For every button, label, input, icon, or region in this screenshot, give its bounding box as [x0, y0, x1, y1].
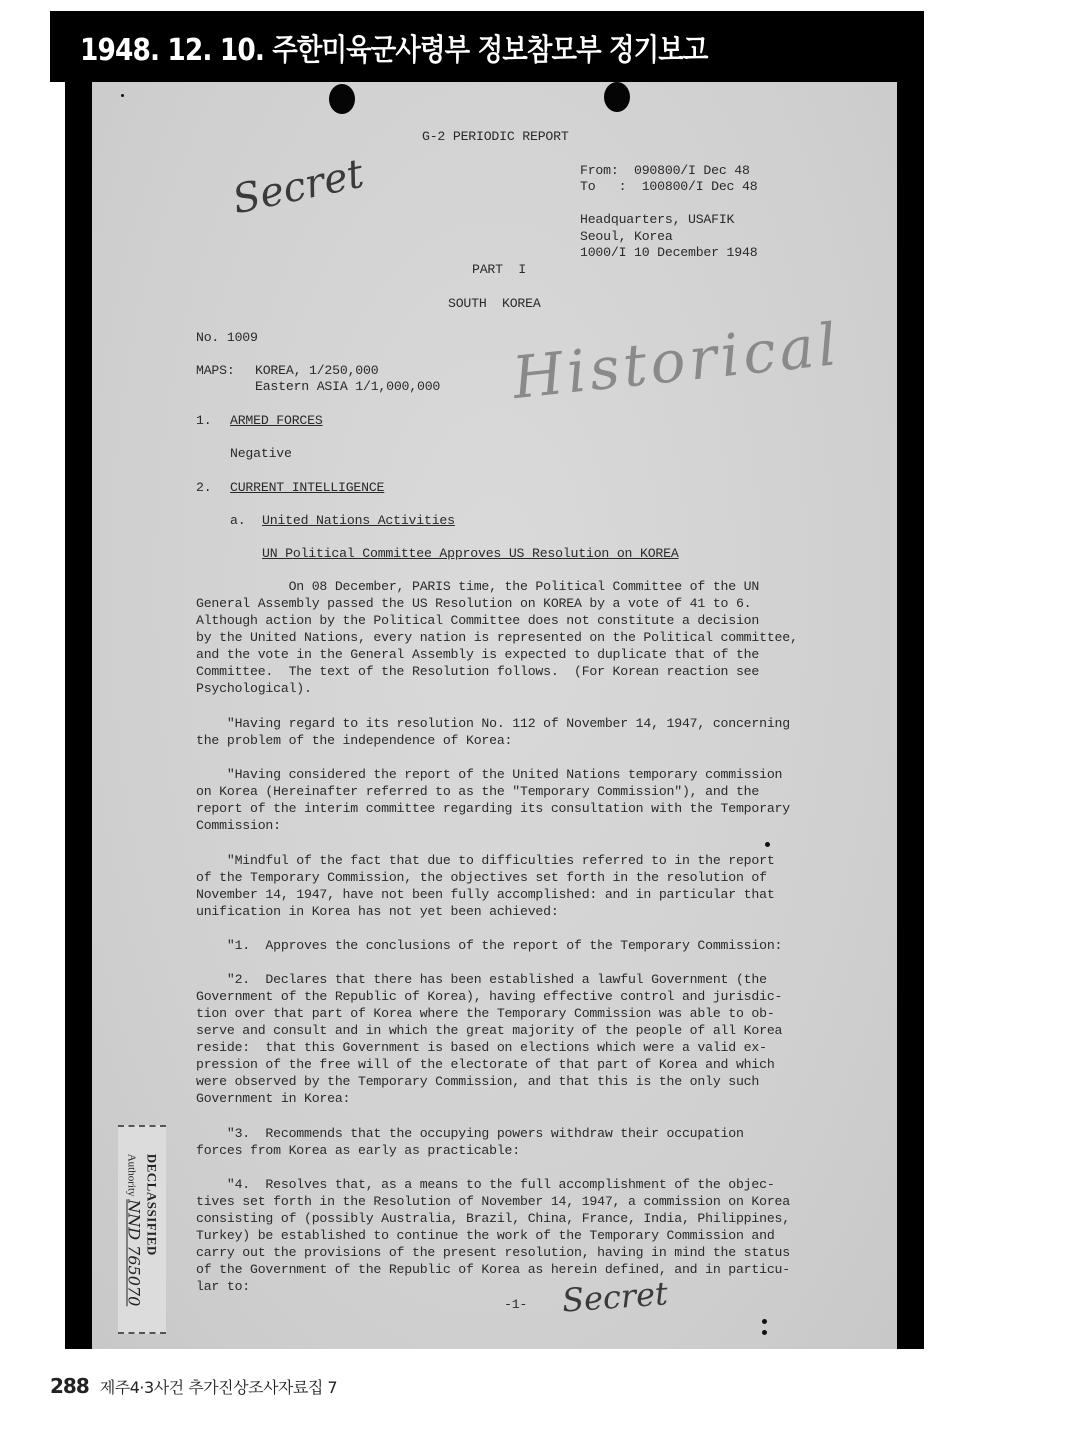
handwritten-secret-top: Secret: [228, 150, 368, 224]
document-paper: [92, 82, 897, 1349]
text-line: forces from Korea as early as practicable:: [196, 1143, 520, 1158]
stamp-authority-label: Authority: [125, 1153, 138, 1197]
text-line: consisting of (possibly Australia, Brazil, China, France, India, Philippines,: [196, 1211, 790, 1226]
text-line: serve and consult and in which the great majority of the people of all Korea: [196, 1023, 783, 1038]
text-line: unification in Korea has not yet been achieved:: [196, 904, 559, 919]
stamp-authority-value: NND 765070: [124, 1198, 144, 1306]
text-line: Turkey) be established to continue the work of the Temporary Commission and: [196, 1228, 775, 1243]
stamp-authority: [125, 1153, 144, 1306]
speck-icon: [762, 1330, 767, 1335]
maps-label: MAPS:: [196, 363, 235, 378]
handwritten-secret-bottom: Secret: [560, 1274, 670, 1320]
text-line: carry out the provisions of the present resolution, having in mind the status: [196, 1245, 790, 1260]
text-line: "Having considered the report of the United Nations temporary commission: [196, 767, 783, 782]
title-bar: [50, 11, 924, 82]
text-line: Government of the Republic of Korea), having effective control and jurisdic-: [196, 989, 783, 1004]
punch-hole-right-icon: [604, 82, 630, 112]
subsection-a-number: a.: [230, 513, 246, 528]
text-line: the problem of the independence of Korea:: [196, 733, 513, 748]
text-line: Although action by the Political Committee does not constitute a decision: [196, 613, 760, 628]
text-line: were observed by the Temporary Commission, and that this is the only such: [196, 1074, 760, 1089]
text-line: "Mindful of the fact that due to difficulties referred to in the report: [196, 853, 775, 868]
maps-line-2: Eastern ASIA 1/1,000,000: [255, 379, 441, 394]
text-line: on Korea (Hereinafter referred to as the "Temporary Commission"), and the: [196, 784, 760, 799]
text-line: by the United Nations, every nation is represented on the Political committee,: [196, 630, 798, 645]
hq-line-1: Headquarters, USAFIK: [580, 212, 735, 227]
hq-line-2: Seoul, Korea: [580, 229, 673, 244]
text-line: General Assembly passed the US Resolution on KOREA by a vote of 41 to 6.: [196, 596, 752, 611]
section-1-body: Negative: [230, 446, 292, 461]
text-line: "Having regard to its resolution No. 112 of November 14, 1947, concerning: [196, 716, 790, 731]
text-line: lar to:: [196, 1279, 250, 1294]
headline: UN Political Committee Approves US Resolution on KOREA: [262, 546, 679, 561]
report-title: G-2 PERIODIC REPORT: [422, 129, 569, 144]
stamp-declassified: DECLASSIFIED: [144, 1153, 160, 1256]
text-line: pression of the free will of the electorate of that part of Korea and which: [196, 1057, 775, 1072]
text-line: of the Government of the Republic of Korea as herein defined, and in particu-: [196, 1262, 790, 1277]
text-line: "4. Resolves that, as a means to the full accomplishment of the objec-: [196, 1177, 775, 1192]
page-footer: [50, 1374, 337, 1398]
text-line: Government in Korea:: [196, 1091, 351, 1106]
text-line: tion over that part of Korea where the Temporary Commission was able to ob-: [196, 1006, 775, 1021]
text-line: "2. Declares that there has been established a lawful Government (the: [196, 972, 767, 987]
text-line: November 14, 1947, have not been fully accomplished: and in particular that: [196, 887, 775, 902]
declassified-stamp: [118, 1125, 166, 1334]
report-number: No. 1009: [196, 330, 258, 345]
text-line: of the Temporary Commission, the objectives set forth in the resolution of: [196, 870, 767, 885]
text-line: Committee. The text of the Resolution follows. (For Korean reaction see: [196, 664, 760, 679]
text-line: "3. Recommends that the occupying powers withdraw their occupation: [196, 1126, 744, 1141]
text-line: tives set forth in the Resolution of November 14, 1947, a commission on Korea: [196, 1194, 790, 1209]
speck-icon: [762, 1319, 767, 1324]
section-2-title: CURRENT INTELLIGENCE: [230, 480, 385, 495]
region-heading: SOUTH KOREA: [448, 296, 541, 311]
book-title: 제주4·3사건 추가진상조사자료집 7: [99, 1378, 338, 1397]
page-number: 288: [50, 1374, 89, 1398]
to-line: To : 100800/I Dec 48: [580, 179, 758, 194]
speck-icon: [121, 94, 124, 97]
text-line: Commission:: [196, 818, 281, 833]
hq-line-3: 1000/I 10 December 1948: [580, 245, 758, 260]
text-line: reside: that this Government is based on elections which were a valid ex-: [196, 1040, 767, 1055]
section-1-title: ARMED FORCES: [230, 413, 323, 428]
from-line: From: 090800/I Dec 48: [580, 163, 750, 178]
section-2-number: 2.: [196, 480, 212, 495]
maps-line-1: KOREA, 1/250,000: [255, 363, 379, 378]
part-heading: PART I: [472, 262, 526, 277]
handwritten-historical: Historical: [509, 309, 844, 413]
text-line: report of the interim committee regarding its consultation with the Temporary: [196, 801, 790, 816]
page-marker: -1-: [504, 1297, 528, 1312]
subsection-a-title: United Nations Activities: [262, 513, 455, 528]
document-scan-frame: [65, 82, 924, 1349]
text-line: Psychological).: [196, 681, 312, 696]
speck-icon: [765, 842, 770, 847]
section-1-number: 1.: [196, 413, 212, 428]
text-line: and the vote in the General Assembly is expected to duplicate that of the: [196, 647, 760, 662]
page-title: 1948. 12. 10. 주한미육군사령부 정보참모부 정기보고: [80, 33, 708, 68]
text-line: On 08 December, PARIS time, the Political Committee of the UN: [196, 579, 760, 594]
punch-hole-left-icon: [329, 84, 355, 114]
text-line: "1. Approves the conclusions of the report of the Temporary Commission:: [196, 938, 783, 953]
